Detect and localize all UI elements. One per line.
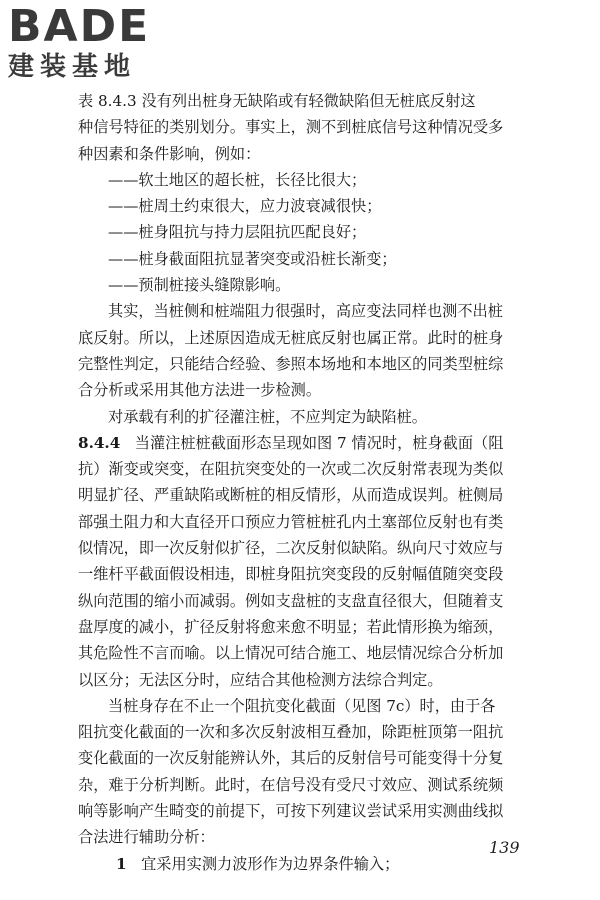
text-line: 变化截面的一次反射能辨认外，其后的反射信号可能变得十分复	[78, 749, 504, 768]
logo-wordmark: BADE	[8, 1, 151, 52]
item-number: 1	[116, 854, 127, 873]
text-line: 对承载有利的扩径灌注桩，不应判定为缺陷桩。	[108, 407, 427, 426]
text-line: 当桩身存在不止一个阻抗变化截面（见图 7c）时，由于各	[108, 696, 496, 715]
list-item: ——桩周土约束很大，应力波衰减很快；	[108, 197, 382, 216]
text-line: 种因素和条件影响，例如：	[78, 144, 261, 163]
text-line: 杂，难于分析判断。此时，在信号没有受尺寸效应、测试系统频	[78, 775, 504, 794]
logo-subtitle: 建装基地	[8, 52, 137, 82]
text-line: 盘厚度的减小，扩径反射将愈来愈不明显；若此情形换为缩颈，	[78, 617, 504, 636]
list-item: ——预制桩接头缝隙影响。	[108, 276, 291, 295]
text-line: 其危险性不言而喻。以上情况可结合施工、地层情况综合分析加	[78, 644, 504, 663]
text-line: 表 8.4.3 没有列出桩身无缺陷或有轻微缺陷但无桩底反射这	[78, 92, 476, 110]
text-line: 合法进行辅助分析：	[78, 828, 215, 847]
text-line: 当灌注桩桩截面形态呈现如图 7 情况时，桩身截面（阻	[134, 433, 504, 452]
page-number: 139	[489, 838, 520, 857]
text-line: 完整性判定，只能结合经验、参照本场地和本地区的同类型桩综	[78, 354, 504, 373]
logo	[8, 1, 178, 88]
list-item: ——桩身阻抗与持力层阻抗匹配良好；	[108, 223, 367, 242]
text-line: 纵向范围的缩小而减弱。例如支盘桩的支盘直径很大，但随着支	[78, 591, 504, 610]
section-line	[78, 430, 578, 456]
text-line: 种信号特征的类别划分。事实上，测不到桩底信号这种情况受多	[78, 118, 504, 137]
list-item: ——桩身截面阻抗显著突变或沿桩长渐变；	[108, 249, 397, 268]
text-line: 部强土阻力和大直径开口预应力管桩桩孔内土塞部位反射也有类	[78, 512, 504, 531]
text-line: 宜采用实测力波形作为边界条件输入；	[141, 854, 400, 873]
document-body	[78, 88, 578, 877]
list-item: ——软土地区的超长桩，长径比很大；	[108, 170, 367, 189]
text-line: 明显扩径、严重缺陷或断桩的相反情形，从而造成误判。桩侧局	[78, 486, 504, 505]
text-line: 响等影响产生畸变的前提下，可按下列建议尝试采用实测曲线拟	[78, 802, 504, 821]
text-line: 以区分；无法区分时，应结合其他检测方法综合判定。	[78, 670, 443, 689]
text-line: 一维杆平截面假设相违，即桩身阻抗突变段的反射幅值随突变段	[78, 565, 504, 584]
text-line: 合分析或采用其他方法进一步检测。	[78, 381, 321, 400]
section-number: 8.4.4	[78, 433, 121, 452]
text-line: 底反射。所以，上述原因造成无桩底反射也属正常。此时的桩身	[78, 328, 504, 347]
text-line: 其实，当桩侧和桩端阻力很强时，高应变法同样也测不出桩	[108, 302, 503, 321]
text-line: 抗）渐变或突变，在阻抗突变处的一次或二次反射常表现为类似	[78, 460, 504, 479]
text-line: 阻抗变化截面的一次和多次反射波相互叠加，除距桩顶第一阻抗	[78, 723, 504, 742]
text-line: 似情况，即一次反射似扩径，二次反射似缺陷。纵向尺寸效应与	[78, 539, 504, 558]
